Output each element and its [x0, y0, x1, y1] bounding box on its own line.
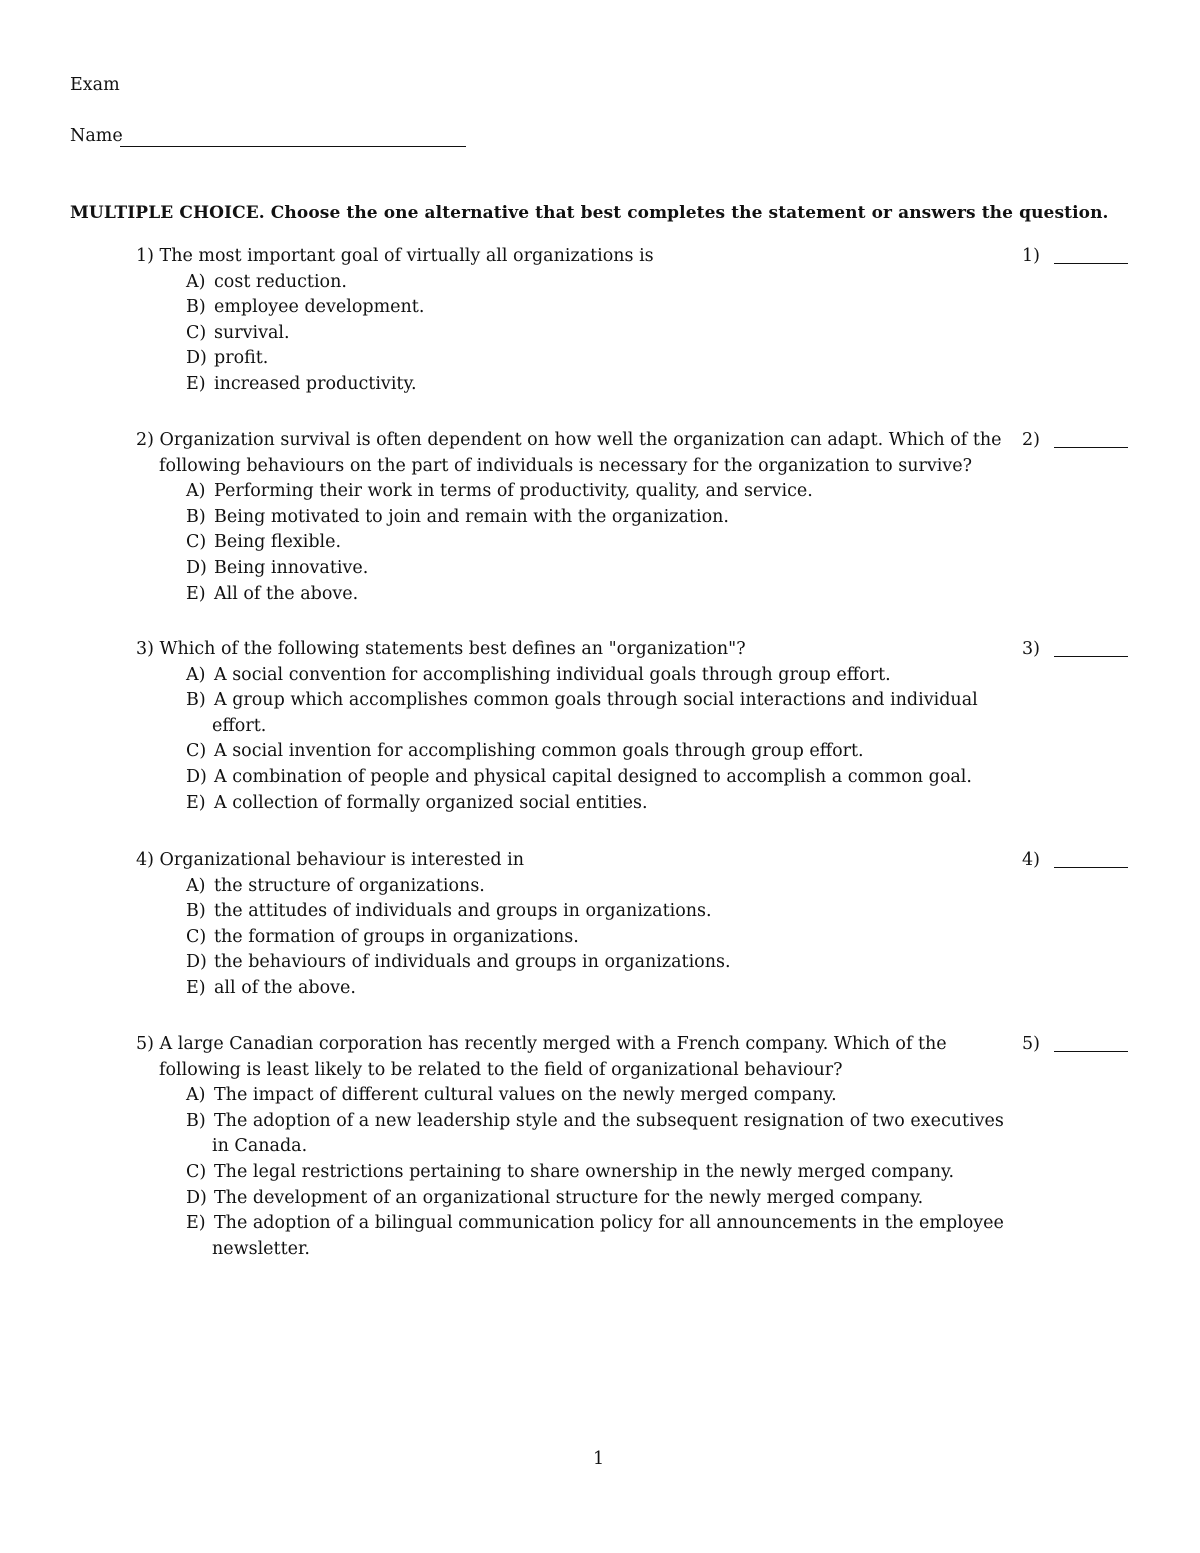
option-c — [136, 530, 996, 556]
option-letter: B) — [186, 690, 206, 711]
option-letter: D) — [186, 952, 207, 973]
option-letter: D) — [186, 348, 207, 369]
option-c — [136, 739, 996, 765]
option-letter: B) — [186, 1110, 206, 1131]
option-text: cost reduction. — [214, 271, 347, 292]
option-text: The development of an organizational structure for the newly merged company. — [214, 1187, 924, 1208]
page-number: 1 — [593, 1449, 605, 1469]
option-a — [136, 270, 996, 296]
option-text: A collection of formally organized social entities. — [214, 792, 648, 813]
option-letter: E) — [186, 583, 206, 604]
option-text: The legal restrictions pertaining to share ownership in the newly merged company. — [214, 1161, 955, 1182]
option-letter: B) — [186, 297, 206, 318]
option-b — [136, 899, 996, 925]
option-b — [136, 505, 996, 531]
option-text: employee development. — [214, 297, 425, 318]
option-e — [136, 1211, 1004, 1237]
question-stem: 5) A large Canadian corporation has recently merged with a French company. Which of the — [136, 1034, 947, 1054]
option-letter: E) — [186, 792, 206, 813]
answer-slot-5 — [1022, 1032, 1132, 1058]
question-5 — [136, 1032, 1004, 1262]
answer-blank[interactable] — [1054, 1051, 1128, 1052]
question-stem: following is least likely to be related to the field of organizational behaviour? — [159, 1059, 843, 1080]
option-b — [136, 1109, 1004, 1135]
option-c — [136, 321, 996, 347]
option-text: Being flexible. — [214, 532, 342, 553]
option-text-continued: in Canada. — [212, 1136, 308, 1157]
option-text: Being motivated to join and remain with the organization. — [214, 506, 729, 527]
option-a — [136, 663, 996, 689]
name-blank-line[interactable] — [120, 146, 466, 147]
answer-blank[interactable] — [1054, 263, 1128, 264]
answer-label: 2) — [1022, 430, 1040, 450]
answer-slot-2 — [1022, 428, 1132, 454]
option-letter: D) — [186, 557, 207, 578]
option-text: A social invention for accomplishing common goals through group effort. — [214, 741, 864, 762]
option-a — [136, 479, 996, 505]
option-d — [136, 556, 996, 582]
option-letter: A) — [186, 875, 206, 896]
option-text: the structure of organizations. — [214, 875, 485, 896]
answer-blank[interactable] — [1054, 447, 1128, 448]
option-text: Being innovative. — [214, 557, 369, 578]
question-stem: 2) Organization survival is often dependent on how well the organization can adapt. Which of the — [136, 430, 1002, 450]
name-row — [70, 124, 123, 150]
option-c — [136, 1160, 996, 1186]
option-letter: C) — [186, 322, 207, 343]
option-d — [136, 1186, 996, 1212]
option-e — [136, 976, 996, 1002]
option-letter: B) — [186, 901, 206, 922]
option-letter: A) — [186, 1085, 206, 1106]
answer-label: 3) — [1022, 639, 1040, 659]
question-2 — [136, 428, 1002, 607]
option-text: all of the above. — [214, 977, 356, 998]
option-text: The adoption of a bilingual communication policy for all announcements in the employee — [214, 1213, 1004, 1234]
question-stem: 1) The most important goal of virtually all organizations is — [136, 246, 654, 266]
option-b — [136, 295, 996, 321]
option-letter: E) — [186, 977, 206, 998]
answer-slot-3 — [1022, 637, 1132, 663]
option-text: survival. — [214, 322, 290, 343]
name-label: Name — [70, 126, 123, 146]
exam-title: Exam — [70, 75, 120, 95]
option-letter: C) — [186, 532, 207, 553]
option-letter: A) — [186, 664, 206, 685]
option-text-continued: newsletter. — [212, 1238, 310, 1259]
option-c — [136, 925, 996, 951]
option-e — [136, 372, 996, 398]
option-letter: D) — [186, 766, 207, 787]
answer-slot-1 — [1022, 244, 1132, 270]
answer-label: 4) — [1022, 850, 1040, 870]
option-text: The impact of different cultural values on the newly merged company. — [214, 1085, 837, 1106]
option-text: profit. — [214, 348, 269, 369]
question-3 — [136, 637, 996, 816]
option-e — [136, 791, 996, 817]
option-text-continued: effort. — [212, 715, 267, 736]
option-text: A group which accomplishes common goals through social interactions and individual — [214, 690, 978, 711]
answer-label: 5) — [1022, 1034, 1040, 1054]
section-instructions: MULTIPLE CHOICE. Choose the one alternative that best completes the statement or answers the question. — [70, 203, 1109, 223]
option-d — [136, 950, 996, 976]
question-4 — [136, 848, 996, 1002]
answer-label: 1) — [1022, 246, 1040, 266]
option-text: Performing their work in terms of productivity, quality, and service. — [214, 481, 813, 502]
question-1 — [136, 244, 996, 398]
option-text: All of the above. — [214, 583, 359, 604]
option-letter: A) — [186, 271, 206, 292]
option-letter: B) — [186, 506, 206, 527]
answer-blank[interactable] — [1054, 656, 1128, 657]
option-a — [136, 874, 996, 900]
question-stem: 3) Which of the following statements best defines an "organization"? — [136, 639, 746, 659]
option-letter: E) — [186, 373, 206, 394]
answer-slot-4 — [1022, 848, 1132, 874]
answer-blank[interactable] — [1054, 867, 1128, 868]
option-d — [136, 765, 996, 791]
option-letter: A) — [186, 481, 206, 502]
option-text: increased productivity. — [214, 373, 417, 394]
option-text: The adoption of a new leadership style and the subsequent resignation of two executives — [214, 1110, 1004, 1131]
question-stem: following behaviours on the part of individuals is necessary for the organization to survive? — [159, 455, 972, 476]
option-text: A combination of people and physical capital designed to accomplish a common goal. — [214, 766, 972, 787]
option-letter: D) — [186, 1187, 207, 1208]
option-text: the behaviours of individuals and groups in organizations. — [214, 952, 731, 973]
option-d — [136, 346, 996, 372]
option-a — [136, 1083, 996, 1109]
question-stem: 4) Organizational behaviour is interested in — [136, 850, 525, 870]
option-letter: E) — [186, 1213, 206, 1234]
option-e — [136, 582, 996, 608]
option-letter: C) — [186, 1161, 207, 1182]
option-letter: C) — [186, 926, 207, 947]
option-text: the attitudes of individuals and groups in organizations. — [214, 901, 712, 922]
option-text: the formation of groups in organizations. — [214, 926, 579, 947]
option-b — [136, 688, 996, 714]
option-letter: C) — [186, 741, 207, 762]
option-text: A social convention for accomplishing individual goals through group effort. — [214, 664, 891, 685]
